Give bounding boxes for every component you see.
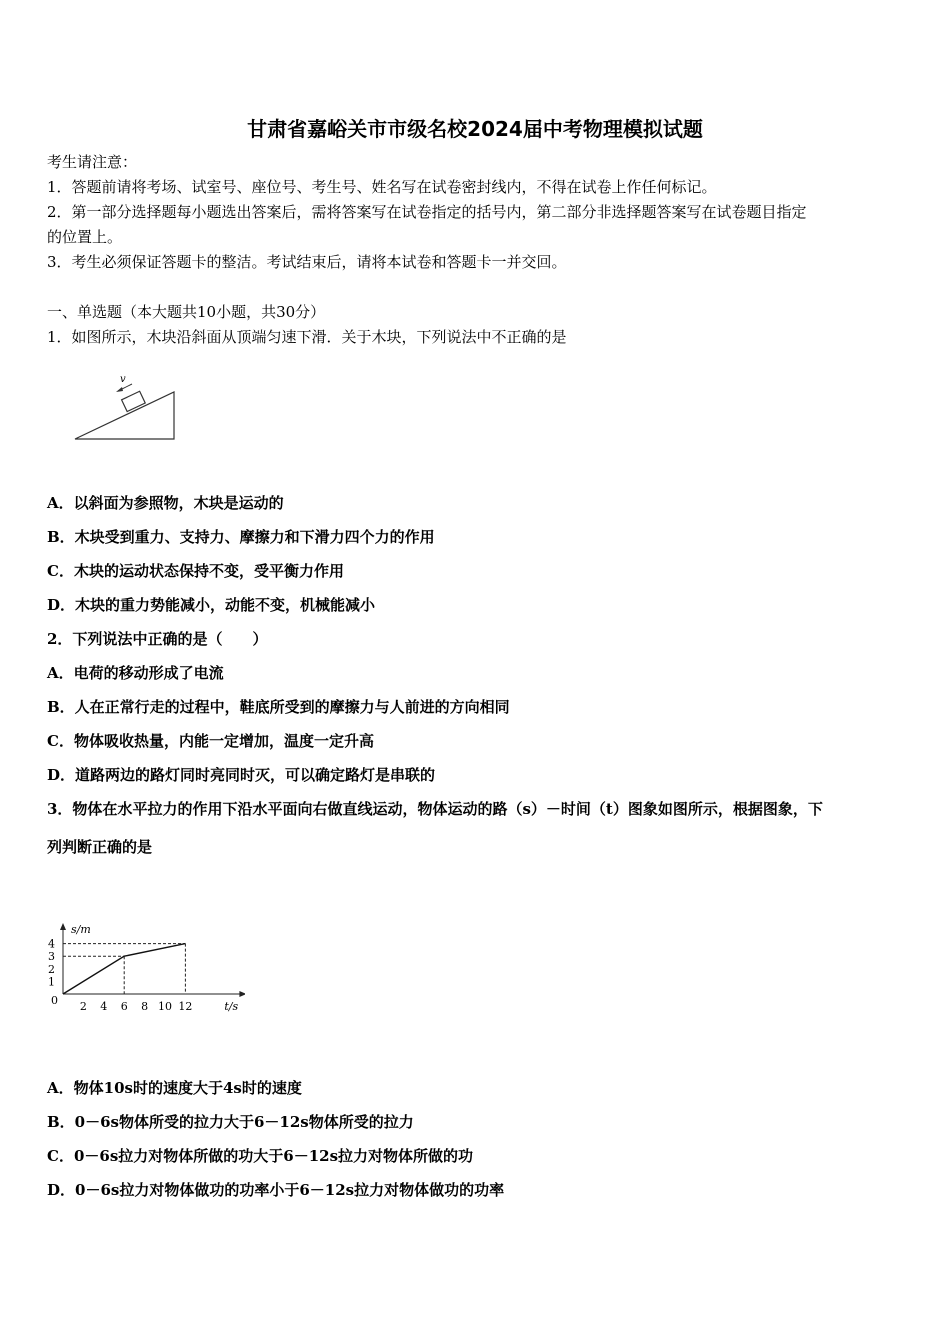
wooden-block: [122, 391, 146, 411]
origin-label: 0: [51, 994, 58, 1007]
q1-option-a: A．以斜面为参照物，木块是运动的: [47, 494, 284, 512]
y-tick-label: 4: [48, 937, 55, 951]
q1-option-b: B．木块受到重力、支持力、摩擦力和下滑力四个力的作用: [47, 528, 435, 546]
q3-option-c: C．0－6s拉力对物体所做的功大于6－12s拉力对物体所做的功: [47, 1147, 474, 1165]
x-tick-label: 10: [158, 1000, 172, 1013]
velocity-arrowhead: [116, 387, 123, 392]
q1-stem: 1．如图所示，木块沿斜面从顶端匀速下滑．关于木块，下列说法中不正确的是: [47, 328, 567, 346]
q3-option-d: D．0－6s拉力对物体做功的功率小于6－12s拉力对物体做功的功率: [47, 1181, 505, 1199]
q3-stem-line2: 列判断正确的是: [47, 838, 153, 856]
notice-heading: 考生请注意：: [47, 153, 138, 171]
notice-item-2: 2．第一部分选择题每小题选出答案后，需将答案写在试卷指定的括号内，第二部分非选择题答案写在试卷题目指定: [47, 203, 807, 221]
q1-option-d: D．木块的重力势能减小，动能不变，机械能减小: [47, 596, 376, 614]
y-axis-label: s/m: [71, 923, 91, 936]
x-tick-label: 8: [141, 1000, 149, 1013]
x-axis-arrow: [239, 991, 245, 997]
y-axis-arrow: [60, 923, 66, 930]
section-heading: 一、单选题（本大题共10小题，共30分）: [47, 303, 326, 321]
notice-item-2-cont: 的位置上。: [47, 228, 123, 246]
y-tick-label: 1: [48, 975, 55, 989]
q2-option-a: A．电荷的移动形成了电流: [47, 664, 224, 682]
y-tick-label: 2: [48, 962, 55, 976]
y-tick-label: 3: [48, 950, 55, 964]
q2-option-c: C．物体吸收热量，内能一定增加，温度一定升高: [47, 732, 374, 750]
page-title: 甘肃省嘉峪关市市级名校2024届中考物理模拟试题: [247, 117, 703, 141]
x-tick-label: 12: [178, 1000, 193, 1013]
notice-item-3: 3．考生必须保证答题卡的整洁。考试结束后，请将本试卷和答题卡一并交回。: [47, 253, 567, 271]
velocity-label: v: [120, 374, 126, 385]
x-tick-label: 2: [79, 1000, 87, 1013]
s-t-chart: [45, 868, 245, 1018]
q2-stem: 2．下列说法中正确的是（ ）: [47, 630, 268, 648]
q2-option-d: D．道路两边的路灯同时亮同时灭，可以确定路灯是串联的: [47, 766, 436, 784]
q1-option-c: C．木块的运动状态保持不变，受平衡力作用: [47, 562, 344, 580]
q3-stem-line1: 3．物体在水平拉力的作用下沿水平面向右做直线运动，物体运动的路（s）－时间（t）图象如图所示，根据图象，下: [47, 800, 823, 818]
q3-option-b: B．0－6s物体所受的拉力大于6－12s物体所受的拉力: [47, 1113, 414, 1131]
incline-figure: [70, 372, 180, 447]
x-tick-label: 4: [100, 1000, 108, 1013]
x-tick-label: 6: [120, 1000, 128, 1013]
q3-option-a: A．物体10s时的速度大于4s时的速度: [47, 1079, 302, 1097]
notice-item-1: 1．答题前请将考场、试室号、座位号、考生号、姓名写在试卷密封线内，不得在试卷上作任何标记。: [47, 178, 717, 196]
x-axis-label: t/s: [224, 1000, 239, 1013]
q2-option-b: B．人在正常行走的过程中，鞋底所受到的摩擦力与人前进的方向相同: [47, 698, 510, 716]
